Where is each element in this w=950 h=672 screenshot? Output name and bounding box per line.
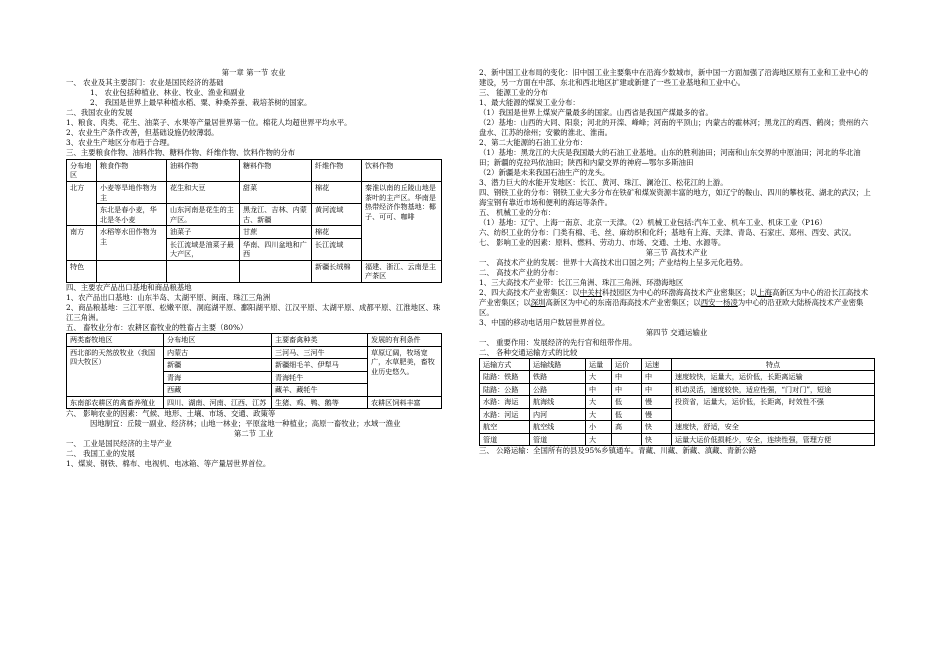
item: （1）基地：黑龙江的大庆是我国最大的石油工业基地。山东的胜利油田；河南和山东交界的中原油田；河北的华北油田；新疆的克拉玛依油田；陕西和内蒙交界的神府—鄂尔多斯油田 bbox=[479, 147, 861, 167]
table-cell: 新疆长绒棉 bbox=[312, 260, 362, 282]
heading-1: 一、 重要作用：发展经济的先行官和纽带作用。 bbox=[479, 337, 637, 347]
table-cell: 甜菜 bbox=[240, 181, 312, 203]
table-cell: 航空 bbox=[480, 421, 530, 434]
heading-2: 二、 我国工业的发展 bbox=[66, 449, 135, 459]
table-cell: 管道 bbox=[480, 433, 530, 446]
item: 1、农产品出口基地：山东半岛、太湖平原、闽南、珠江三角洲 bbox=[66, 293, 271, 303]
item: （1）我国是世界上煤炭产量最多的国家。山西省是我国产煤最多的省。 bbox=[479, 107, 713, 117]
table-cell: 运量大运价低损耗少，安全，连续性强，管理方便 bbox=[672, 433, 875, 446]
table-cell: 黑龙江、吉林、内蒙古、新疆 bbox=[240, 204, 312, 226]
table-cell bbox=[167, 260, 240, 282]
heading-3: 三、 公路运输：全国所有的县及95%乡镇通车。青藏、川藏、新藏、滇藏、青新公路 bbox=[479, 446, 757, 456]
table-cell: 大 bbox=[586, 408, 612, 421]
table-cell: 快 bbox=[642, 421, 672, 434]
table-row bbox=[480, 371, 875, 384]
item: 2、农业生产条件改善，但基础设施仍较薄弱。 bbox=[66, 127, 219, 137]
item: 因地制宜：丘陵一副业、经济林；山地一林业；平原盆地一种植业；高原一畜牧业；水域一渔业 bbox=[90, 419, 401, 429]
heading-2: 二、我国农业的发展 bbox=[66, 107, 133, 117]
table-row bbox=[480, 396, 875, 409]
table-cell: 南方 bbox=[67, 226, 97, 261]
table-cell: 投资省，运量大，运价低，长距离，时效性不强 bbox=[672, 396, 875, 421]
table-cell: 机动灵活，速度较快，适应性强，“门对门”，短途 bbox=[672, 383, 875, 396]
table-cell: 秦淮以南的丘陵山地是茶叶的主产区。华南是热带经济作物基地：椰子、可可、咖啡 bbox=[362, 181, 442, 260]
table-cell: 公路 bbox=[530, 383, 586, 396]
table-cell: 草原辽阔，牧场宽广，水草肥美，畜牧业历史悠久。 bbox=[368, 346, 442, 396]
table-header: 两类畜牧地区 bbox=[67, 333, 164, 346]
table-header: 粮食作物 bbox=[97, 159, 167, 181]
heading-3: 三、 能源工业的分布 bbox=[479, 87, 548, 97]
table-cell: 四川、湖南、河南、江西、江苏 bbox=[164, 396, 272, 409]
table-row bbox=[480, 421, 875, 434]
section-title: 第三节 高技术产业 bbox=[645, 247, 708, 257]
table-header: 特点 bbox=[672, 358, 875, 371]
table-cell: 小 bbox=[586, 421, 612, 434]
transport-table bbox=[479, 358, 875, 447]
table-cell: 青海 bbox=[164, 371, 272, 384]
table-cell: 花生和大豆 bbox=[167, 181, 240, 203]
table-cell: 黄河流域 bbox=[312, 204, 362, 226]
table-cell: 小麦等旱地作物为主 bbox=[97, 181, 167, 203]
heading-1: 一、 工业是国民经济的主导产业 bbox=[66, 439, 172, 449]
table-row bbox=[67, 181, 442, 203]
heading-5: 五、 机械工业的分布： bbox=[479, 207, 556, 217]
heading-4: 四、主要农产品出口基地和商品粮基地 bbox=[66, 283, 192, 293]
heading-3: 三、主要粮食作物、油料作物、糖料作物、纤维作物、饮料作物的分布 bbox=[66, 147, 296, 157]
item: 2、新中国工业布局的变化：旧中国工业主要集中在沿海少数城市，新中国一方面加强了沿海地区原有工业和工业中心的建设，另一方面在中部、东北和西北地区扩建或新建了一些工业基地和工业中心。 bbox=[479, 68, 869, 87]
table-cell: 北方 bbox=[67, 181, 97, 225]
section-title: 第四节 交通运输业 bbox=[645, 327, 708, 337]
table-cell: 东南部农耕区的禽畜养殖业 bbox=[67, 396, 164, 409]
heading-4: 四、钢铁工业的分布：钢铁工业大多分布在铁矿和煤炭资源丰富的地方，如辽宁的鞍山、四川的攀枝花、湖北的武汉；上海宝钢有靠近市场和便利的海运等条件。 bbox=[479, 187, 871, 207]
table-header: 饮料作物 bbox=[362, 159, 442, 181]
table-cell bbox=[612, 433, 642, 446]
table-cell: 慢 bbox=[642, 396, 672, 409]
table-cell: 新疆 bbox=[164, 359, 272, 372]
chapter-title: 第一章 第一节 农业 bbox=[221, 68, 286, 77]
table-header: 糖料作物 bbox=[240, 159, 312, 181]
crop-table bbox=[66, 159, 442, 283]
table-row bbox=[480, 433, 875, 446]
heading-6: 六、 影响农业的因素：气候、地形、土壤、市场、交通、政策等 bbox=[66, 409, 276, 419]
table-cell: 甘蔗 bbox=[240, 226, 312, 239]
table-cell: 长江流域是油菜子最大产区， bbox=[167, 238, 240, 260]
table-row bbox=[67, 396, 442, 409]
table-row bbox=[67, 260, 442, 282]
table-cell: 速度较快，运量大，运价低，长距离运输 bbox=[672, 371, 875, 384]
table-cell: 速度快，舒适，安全 bbox=[672, 421, 875, 434]
table-cell: 大 bbox=[586, 433, 612, 446]
table-cell: 中 bbox=[612, 371, 642, 384]
table-row bbox=[67, 333, 442, 346]
livestock-table bbox=[66, 333, 442, 409]
table-header: 运速 bbox=[642, 358, 672, 371]
table-cell: 内蒙古 bbox=[164, 346, 272, 359]
table-cell: 慢 bbox=[642, 408, 672, 421]
table-header: 油料作物 bbox=[167, 159, 240, 181]
item: 1、最大能源的煤炭工业分布： bbox=[479, 97, 580, 107]
table-cell: 中 bbox=[642, 371, 672, 384]
table-cell: 大 bbox=[586, 396, 612, 409]
table-cell: 中 bbox=[642, 383, 672, 396]
table-cell: 山东河南是花生的主产区。 bbox=[167, 204, 240, 226]
table-cell: 陆路：铁路 bbox=[480, 371, 530, 384]
heading-5: 五、 畜牧业分布：农耕区畜牧业的牲畜占主要（80%） bbox=[66, 322, 248, 332]
item: 1、煤炭、钢铁、棉布、电视机、电冰箱、等产量居世界首位。 bbox=[66, 459, 271, 469]
table-cell: 中 bbox=[586, 383, 612, 396]
item: （2）新疆是未来我国石油生产的龙头。 bbox=[479, 167, 610, 177]
table-cell: 农耕区饲料丰富 bbox=[368, 396, 442, 409]
item: 1、 农业包括种植业、林业、牧业、渔业和副业 bbox=[90, 87, 245, 97]
table-row bbox=[67, 159, 442, 181]
table-cell: 棉花 bbox=[312, 181, 362, 203]
table-cell: 快 bbox=[642, 433, 672, 446]
item: 1、粮食、肉类、花生、油菜子、水果等产量居世界第一位。棉花人均超世界平均水平。 bbox=[66, 117, 352, 127]
table-header: 纤维作物 bbox=[312, 159, 362, 181]
table-header: 运输线路 bbox=[530, 358, 586, 371]
item: 2、商品粮基地：三江平原、松嫩平原、洞庭湖平原、鄱阳湖平原、江汉平原、太湖平原、成都平原、江淮地区、珠江三角洲。 bbox=[66, 303, 441, 322]
table-row bbox=[480, 358, 875, 371]
table-header: 发展的有利条件 bbox=[368, 333, 442, 346]
table-cell: 水路：河运 bbox=[480, 408, 530, 421]
table-cell: 水稻等水田作物为主 bbox=[97, 226, 167, 261]
heading-1: 一、 高技术产业的发展：世界十大高技术出口国之列；产业结构上呈多元化趋势。 bbox=[479, 257, 748, 267]
item: 3、农业生产地区分布趋于合理。 bbox=[66, 137, 175, 147]
table-row bbox=[480, 383, 875, 396]
table-cell: 特色 bbox=[67, 260, 97, 282]
table-cell: 西藏 bbox=[164, 384, 272, 397]
table-cell: 东北是春小麦，华北是冬小麦 bbox=[97, 204, 167, 226]
table-cell: 大 bbox=[586, 371, 612, 384]
section-title: 第二节 工业 bbox=[233, 429, 274, 439]
item: 3、中国的移动电话用户数居世界首位。 bbox=[479, 317, 610, 327]
table-cell: 福建、浙江、云南是主产茶区 bbox=[362, 260, 442, 282]
table-cell: 高 bbox=[612, 421, 642, 434]
table-cell: 华南、四川盆地和广西 bbox=[240, 238, 312, 260]
table-cell bbox=[240, 260, 312, 282]
item: 2、 我国是世界上最早种植水稻、粟、种桑养蚕、栽培茶树的国家。 bbox=[90, 97, 312, 107]
table-cell: 管道 bbox=[530, 433, 586, 446]
heading-2: 二、 高技术产业的分布： bbox=[479, 267, 563, 277]
table-cell: 航海线 bbox=[530, 396, 586, 409]
item: （2）基地：山西的大同、阳泉；河北的开滦、峰峰；河南的平顶山；内蒙古的霍林河；黑龙江的鸡西、鹤岗；贵州的六盘水、江苏的徐州；安徽的淮北、淮南。 bbox=[479, 117, 869, 137]
left-column bbox=[66, 0, 441, 469]
table-cell: 生猪、鸡、鸭、鹅等 bbox=[272, 396, 368, 409]
table-cell: 藏羊、藏牦牛 bbox=[272, 384, 368, 397]
table-cell: 青海牦牛 bbox=[272, 371, 368, 384]
heading-7: 七、 影响工业的因素：原料、燃料、劳动力、市场、交通、土地、水源等。 bbox=[479, 237, 726, 247]
table-header: 运量 bbox=[586, 358, 612, 371]
item: 2、四大高技术产业密集区：以中关村科技园区为中心的环渤海高技术产业密集区；以上海高新区为中心的沿长江高技术产业密集区；以深圳高新区为中心的东南沿海高技术产业密集区；以西安一杨凌为中心的沿亚欧大陆桥高技术产业密集区。 bbox=[479, 287, 869, 317]
table-cell: 西北部的天然放牧业（我国四大牧区） bbox=[67, 346, 164, 396]
item: 3、潜力巨大的水能开发地区：长江、黄河、珠江、澜沧江、松花江的上游。 bbox=[479, 177, 728, 187]
table-cell: 新疆细毛羊、伊犁马 bbox=[272, 359, 368, 372]
table-cell: 长江流域 bbox=[312, 238, 362, 260]
table-cell: 低 bbox=[612, 408, 642, 421]
table-cell: 水路：海运 bbox=[480, 396, 530, 409]
table-header: 运输方式 bbox=[480, 358, 530, 371]
heading-1: 一、 农业及其主要部门：农业是国民经济的基础 bbox=[66, 77, 224, 87]
table-cell bbox=[97, 260, 167, 282]
table-cell: 油菜子 bbox=[167, 226, 240, 239]
table-row bbox=[67, 346, 442, 359]
table-header: 主要畜禽种类 bbox=[272, 333, 368, 346]
table-cell: 内河 bbox=[530, 408, 586, 421]
item: 1、三大高技术产业带：长江三角洲、珠江三角洲、环渤海地区 bbox=[479, 277, 684, 287]
table-cell: 航空线 bbox=[530, 421, 586, 434]
item: 2、第二大能源的石油工业分布： bbox=[479, 137, 588, 147]
heading-6: 六、纺织工业的分布：门类有棉、毛、丝、麻纺织和化纤；基地有上海、天津、青岛、石家庄、郑州、西安、武汉。 bbox=[479, 227, 856, 237]
table-cell: 三河马、三河牛 bbox=[272, 346, 368, 359]
table-header: 分布地区 bbox=[164, 333, 272, 346]
table-cell: 棉花 bbox=[312, 226, 362, 239]
table-cell: 铁路 bbox=[530, 371, 586, 384]
right-column bbox=[479, 0, 874, 456]
table-header: 分布地区 bbox=[67, 159, 97, 181]
table-cell: 低 bbox=[612, 396, 642, 409]
heading-2: 二、 各种交通运输方式的比较 bbox=[479, 347, 578, 357]
table-header: 运价 bbox=[612, 358, 642, 371]
table-cell: 陆路：公路 bbox=[480, 383, 530, 396]
table-cell: 中 bbox=[612, 383, 642, 396]
item: （1）基地：辽宁、上海一南京、北京一天津。（2）机械工业包括:汽车工业、机车工业、机床工业（P16） bbox=[479, 217, 827, 227]
